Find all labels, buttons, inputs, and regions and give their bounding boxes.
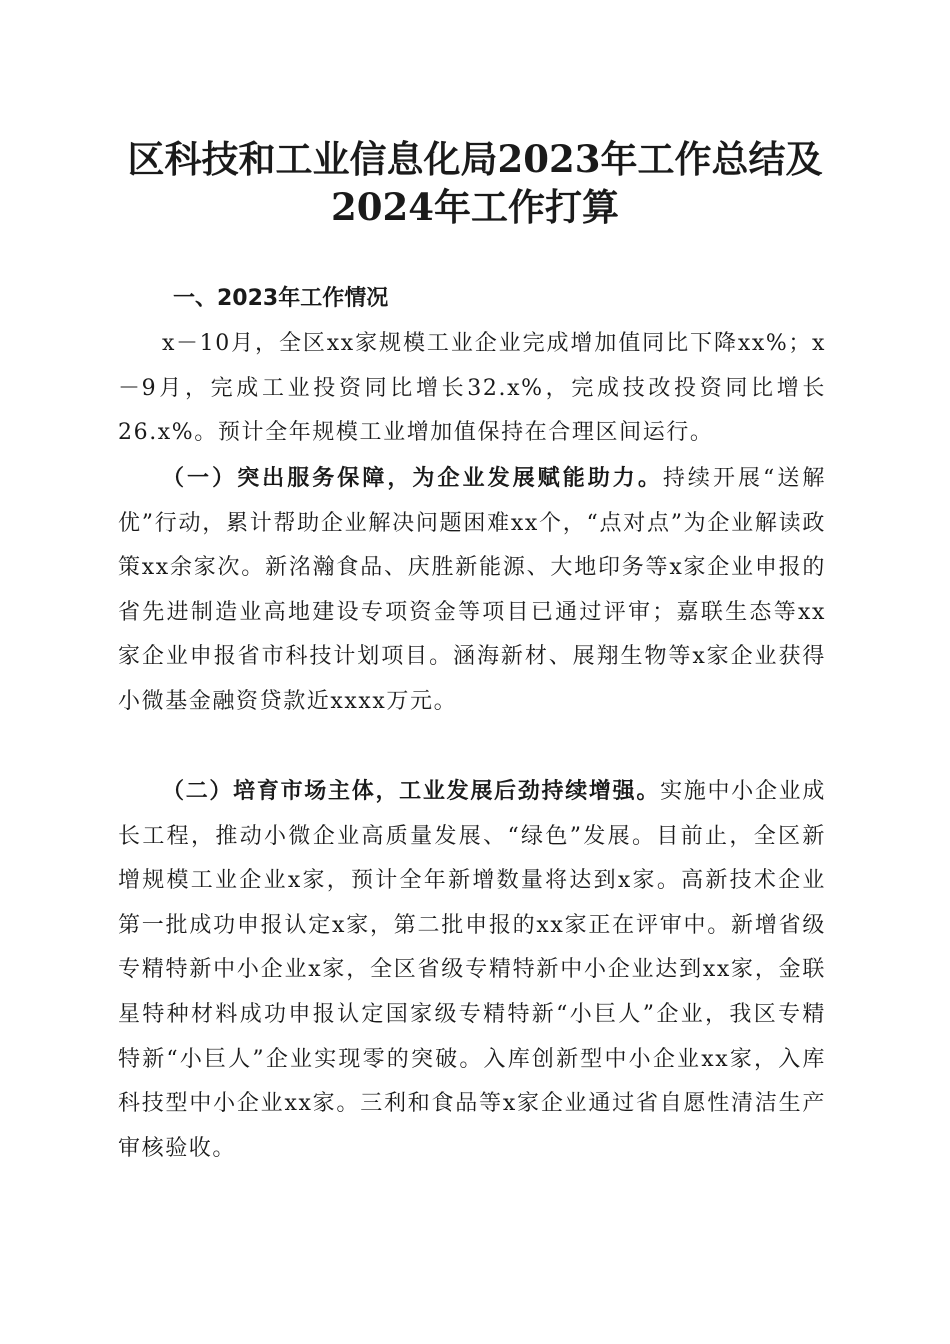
- paragraph-summary-text: x－10月，全区xx家规模工业企业完成增加值同比下降xx%；x－9月，完成工业投资同比增长32.x%，完成技改投资同比增长26.x%。预计全年规模工业增加值保持在合理区间运行。: [118, 331, 826, 446]
- paragraph-service-guarantee-lead: （一）突出服务保障，为企业发展赋能助力。: [162, 465, 663, 491]
- section-heading-2023-work: 一、2023年工作情况: [173, 286, 389, 311]
- paragraph-market-entities: [118, 769, 826, 1171]
- paragraph-market-entities-lead: （二）培育市场主体，工业发展后劲持续增强。: [162, 778, 661, 804]
- document-title-line-1: 区科技和工业信息化局2023年工作总结及: [127, 137, 823, 181]
- document-title-line-2: 2024年工作打算: [331, 185, 619, 229]
- paragraph-service-guarantee: [118, 456, 826, 725]
- paragraph-service-guarantee-text: 持续开展“送解优”行动，累计帮助企业解决问题困难xx个，“点对点”为企业解读政策xx余家次。新洺瀚食品、庆胜新能源、大地印务等x家企业申报的省先进制造业高地建设专项资金等项目已通过评审；嘉联生态等xx家企业申报省市科技计划项目。涵海新材、展翔生物等x家企业获得小微基金融资贷款近xxxx万元。: [118, 466, 826, 714]
- paragraph-summary: [118, 322, 826, 456]
- paragraph-market-entities-text: 实施中小企业成长工程，推动小微企业高质量发展、“绿色”发展。目前止，全区新增规模工业企业x家，预计全年新增数量将达到x家。高新技术企业第一批成功申报认定x家，第二批申报的xx家正在评审中。新增省级专精特新中小企业x家，全区省级专精特新中小企业达到xx家，金联星特种材料成功申报认定国家级专精特新“小巨人”企业，我区专精特新“小巨人”企业实现零的突破。入库创新型中小企业xx家，入库科技型中小企业xx家。三利和食品等x家企业通过省自愿性清洁生产审核验收。: [118, 779, 827, 1161]
